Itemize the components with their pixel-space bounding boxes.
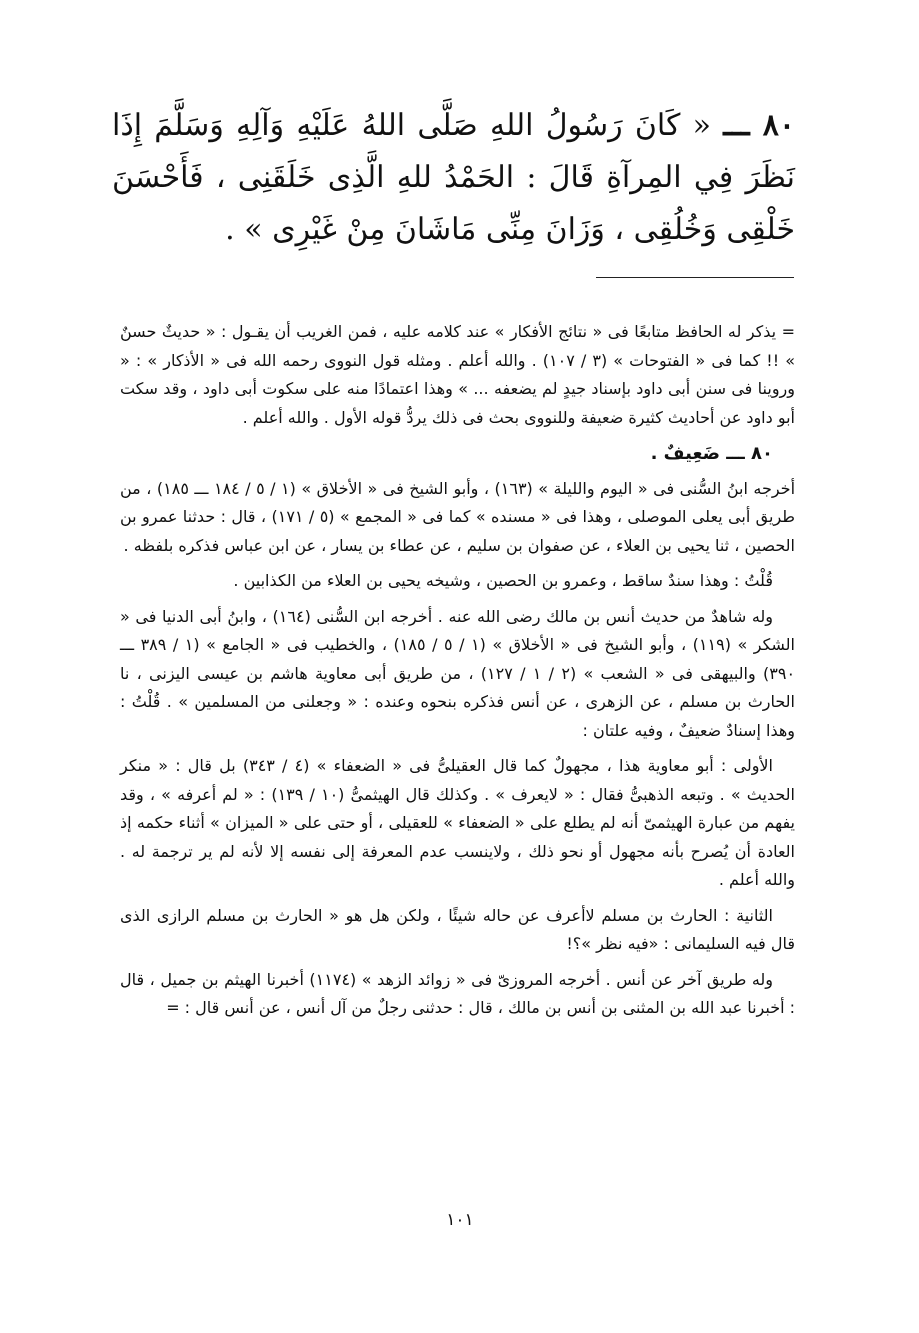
commentary-paragraph: وله طريق آخر عن أنس . أخرجه المروزىّ فى « زوائد الزهد » (١١٧٤) أخبرنا الهيثم بن جميل ، قال : أخبرنا عبد الله بن المثنى بن أنس بن مالك ، قال : حدثنى رجلٌ من آل أنس ، عن أنس قال : =	[120, 969, 795, 1017]
hadith-matn: « كَانَ رَسُولُ اللهِ صَلَّى اللهُ عَلَيْهِ وَآلِهِ وَسَلَّمَ إِذَا نَظَرَ فِي المِرآةِ قَالَ : الحَمْدُ للهِ الَّذِى خَلَقَنِى ، فَأَحْسَنَ خَلْقِى وَخُلُقِى ، وَزَانَ مِنِّى مَاشَانَ مِنْ غَيْرِى » .	[112, 108, 795, 247]
page-number: ١٠١	[446, 1210, 474, 1230]
commentary-paragraph: الثانية : الحارث بن مسلم لاأعرف عن حاله شيئًا ، ولكن هل هو « الحارث بن مسلم الرازى الذى قال فيه السليمانى : «فيه نظر »؟!	[120, 905, 795, 953]
commentary-paragraph: = يذكر له الحافظ متابعًا فى « نتائج الأفكار » عند كلامه عليه ، فمن الغريب أن يقـول : « حديثٌ حسنٌ » !! كما فى « الفتوحات » (٣ / ١٠٧) . والله أعلم . ومثله قول النووى رحمه الله فى « الأذكار » : « وروينا فى سنن أبى داود بإسناد جيدٍ لم يضعفه ... » وهذا اعتمادًا منه على سكوت أبى داود ، وقد سكت أبو داود عن أحاديث كثيرة ضعيفة وللنووى بحث فى ذلك يردُّ قوله الأول . والله أعلم .	[120, 322, 796, 427]
hadith-text-block	[112, 100, 795, 256]
commentary-paragraph: الأولى : أبو معاوية هذا ، مجهولٌ كما قال العقيلىُّ فى « الضعفاء » (٤ / ٣٤٣) بل قال : « منكر الحديث » . وتبعه الذهبىُّ فقال : « لايعرف » . وكذلك قال الهيثمىُّ (١٠ / ١٣٩) : « لم أعرفه » ، وقد يفهم من عبارة الهيثمىّ أنه لم يطلع على « الضعفاء » للعقيلى ، أو حتى على « الميزان » أثناء حكمه إذ العادة أن يُصرح بأنه مجهول أو نحو ذلك ، ولاينسب عدم المعرفة إلى نفسه إلا لأنه لم ير ترجمة له . والله أعلم .	[120, 756, 795, 889]
commentary-paragraph: وله شاهدٌ من حديث أنس بن مالك رضى الله عنه . أخرجه ابن السُّنى (١٦٤) ، وابنُ أبى الدنيا فى « الشكر » (١١٩) ، وأبو الشيخ فى « الأخلاق » (١ / ٥ / ١٨٥) ، والخطيب فى « الجامع » (١ / ٣٨٩ ـــ ٣٩٠) والبيهقى فى « الشعب » (٢ / ١ / ١٢٧) ، من طريق أبى معاوية هاشم بن عيسى اليزنى ، نا الحارث بن مسلم ، عن الزهرى ، عن أنس فذكره بنحوه وعنده : « وجعلنى من المسلمين » . قُلْتُ : وهذا إسنادٌ ضعيفٌ ، وفيه علتان :	[120, 606, 796, 740]
grading-heading: ٨٠ ـــ ضَعِيفٌ .	[650, 443, 773, 464]
commentary-paragraph: قُلْتُ : وهذا سندٌ ساقط ، وعمرو بن الحصين ، وشيخه يحيى بن العلاء من الكذابين .	[233, 571, 773, 590]
commentary-paragraph: أخرجه ابنُ السُّنى فى « اليوم والليلة » (١٦٣) ، وأبو الشيخ فى « الأخلاق » (١ / ٥ / ١٨٤ ـــ ١٨٥) ، من طريق أبى يعلى الموصلى ، وهذا فى « مسنده » كما فى « المجمع » (٥ / ١٧١) ، قال : حدثنا عمرو بن الحصين ، ثنا يحيى بن العلاء ، عن صفوان بن سليم ، عن عطاء بن يسار ، عن ابن عباس فذكره بلفظه .	[120, 478, 796, 555]
commentary-block	[120, 318, 795, 1023]
hadith-number: ٨٠ ـــ	[723, 108, 795, 143]
footnote-separator	[596, 277, 794, 278]
